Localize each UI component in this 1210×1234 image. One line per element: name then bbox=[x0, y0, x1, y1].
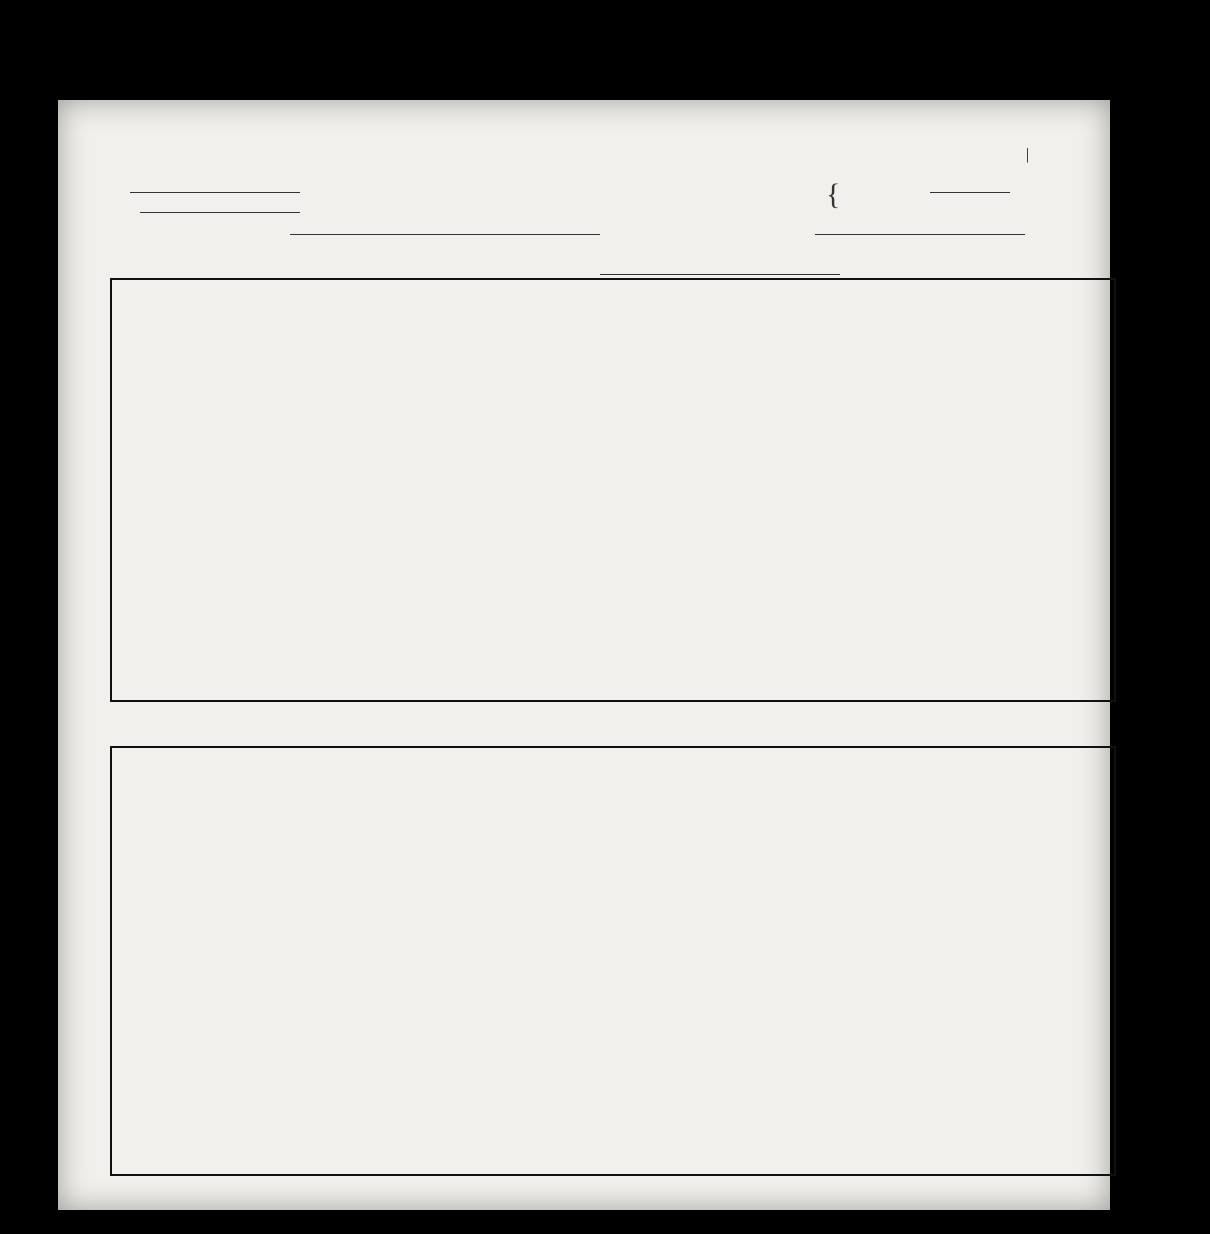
page-marker-bar: | bbox=[1026, 146, 1030, 163]
special-table-frame bbox=[110, 746, 1116, 1176]
enumerator-underline bbox=[600, 274, 840, 275]
institution-underline bbox=[815, 234, 1025, 235]
state-underline bbox=[130, 192, 300, 193]
county-underline bbox=[140, 212, 300, 213]
instructions-panel bbox=[770, 765, 1052, 771]
population-table-frame bbox=[110, 278, 1116, 702]
township-underline bbox=[290, 234, 600, 235]
supervisor-underline bbox=[930, 192, 1010, 193]
brace: { bbox=[826, 178, 841, 211]
